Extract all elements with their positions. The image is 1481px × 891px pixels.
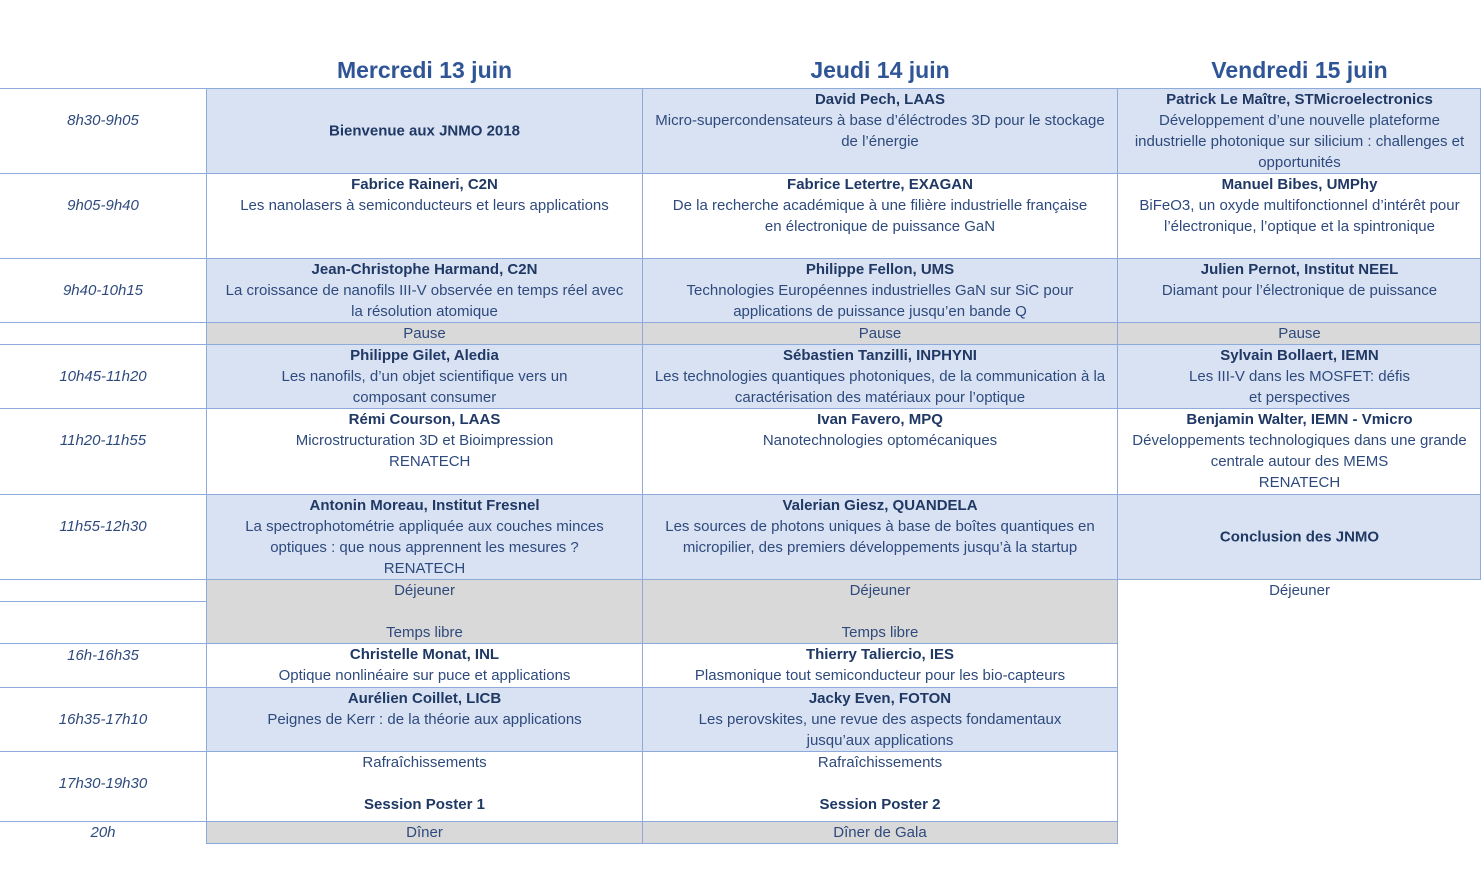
lunch-wed	[207, 580, 642, 643]
session-wed-8	[207, 688, 642, 751]
poster-session-label: Session Poster 1	[364, 796, 485, 813]
renatech-label: RENATECH	[383, 560, 466, 577]
grid-line	[0, 322, 1481, 323]
grid-line	[642, 88, 643, 844]
session-title: Conclusion des JNMO	[1219, 528, 1380, 546]
speaker-name: Philippe Fellon, UMS	[805, 261, 955, 278]
lunch-label: Déjeuner	[394, 582, 455, 599]
speaker-name: Benjamin Walter, IEMN - Vmicro	[1186, 411, 1413, 428]
session-thu-4	[643, 345, 1117, 408]
speaker-name: Julien Pernot, Institut NEEL	[1200, 261, 1399, 278]
pause-wed: Pause	[207, 323, 642, 344]
session-title: Bienvenue aux JNMO 2018	[329, 122, 520, 140]
speaker-name: Jacky Even, FOTON	[808, 690, 952, 707]
day-header-thursday: Jeudi 14 juin	[810, 57, 950, 83]
talk-title: La spectrophotométrie appliquée aux couches minces optiques : que nous apprennent les mesures ?	[245, 518, 604, 556]
speaker-name: Antonin Moreau, Institut Fresnel	[309, 497, 540, 514]
talk-title: Micro-supercondensateurs à base d’éléctrodes 3D pour le stockage de l’énergie	[655, 112, 1105, 150]
speaker-name: David Pech, LAAS	[814, 91, 946, 108]
lunch-thu	[643, 580, 1117, 643]
time-slot-10: 20h	[90, 824, 116, 841]
session-fri-5	[1118, 409, 1481, 494]
speaker-name: Manuel Bibes, UMPhy	[1221, 176, 1378, 193]
talk-title: Peignes de Kerr : de la théorie aux applications	[267, 711, 582, 728]
talk-title: Les perovskites, une revue des aspects fondamentaux jusqu’aux applications	[698, 711, 1062, 749]
talk-title: Optique nonlinéaire sur puce et applications	[278, 667, 571, 684]
session-thu-1	[643, 89, 1117, 173]
grid-line	[0, 751, 1118, 752]
session-wed-4	[207, 345, 642, 408]
talk-title: Les technologies quantiques photoniques, de la communication à la caractérisation des matériaux pour l’optique	[654, 368, 1106, 406]
session-thu-7	[643, 644, 1117, 687]
session-thu-3	[643, 259, 1117, 322]
grid-line	[0, 494, 1481, 495]
time-slot-8: 16h35-17h10	[58, 711, 148, 728]
talk-title: BiFeO3, un oxyde multifonctionnel d’intérêt pour l’électronique, l’optique et la spintronique	[1139, 197, 1460, 235]
time-slot-2: 9h05-9h40	[67, 197, 139, 214]
session-fri-1	[1118, 89, 1481, 173]
speaker-name: Thierry Taliercio, IES	[805, 646, 955, 663]
lunch-label: Déjeuner	[849, 582, 911, 599]
speaker-name: Sébastien Tanzilli, INPHYNI	[783, 347, 977, 364]
session-wed-6	[207, 495, 642, 579]
talk-title: Les nanofils, d’un objet scientifique vers un composant consumer	[281, 368, 568, 406]
grid-line	[0, 687, 1118, 688]
session-wed-9	[207, 752, 642, 821]
speaker-name: Rémi Courson, LAAS	[348, 411, 501, 428]
free-time-label: Temps libre	[386, 624, 463, 641]
grid-line	[206, 88, 207, 844]
session-fri-6	[1118, 495, 1481, 579]
speaker-name: Philippe Gilet, Aledia	[350, 347, 499, 364]
refreshments-label: Rafraîchissements	[817, 754, 943, 771]
day-header-friday: Vendredi 15 juin	[1211, 57, 1388, 83]
refreshments-label: Rafraîchissements	[362, 754, 487, 771]
session-fri-2	[1118, 174, 1481, 258]
session-thu-5	[643, 409, 1117, 494]
session-wed-1	[207, 89, 642, 173]
session-wed-7	[207, 644, 642, 687]
grid-line	[0, 821, 1118, 822]
session-thu-6	[643, 495, 1117, 579]
talk-title: La croissance de nanofils III-V observée en temps réel avec la résolution atomique	[225, 282, 624, 320]
time-slot-5: 11h20-11h55	[59, 432, 147, 449]
poster-session-label: Session Poster 2	[819, 796, 941, 813]
grid-line	[0, 601, 206, 602]
session-fri-3	[1118, 259, 1481, 322]
talk-title: Développement d’une nouvelle plateforme industrielle photonique sur silicium : challenges et opportunités	[1134, 112, 1465, 171]
speaker-name: Patrick Le Maître, STMicroelectronics	[1166, 91, 1433, 108]
lunch-fri	[1118, 580, 1481, 602]
talk-title: Les III-V dans les MOSFET: défis et perspectives	[1189, 368, 1410, 406]
lunch-label: Déjeuner	[1269, 582, 1330, 599]
talk-title: Technologies Européennes industrielles GaN sur SiC pour applications de puissance jusqu’en bande Q	[686, 282, 1074, 320]
free-time-label: Temps libre	[841, 624, 919, 641]
speaker-name: Fabrice Raineri, C2N	[351, 176, 498, 193]
speaker-name: Ivan Favero, MPQ	[817, 411, 943, 428]
session-wed-5	[207, 409, 642, 494]
talk-title: Diamant pour l’électronique de puissance	[1161, 282, 1438, 299]
time-slot-4: 10h45-11h20	[59, 368, 147, 385]
day-header-wednesday: Mercredi 13 juin	[336, 57, 513, 83]
grid-line	[0, 408, 1481, 409]
session-wed-2	[207, 174, 642, 258]
grid-line	[0, 258, 1481, 259]
time-slot-6: 11h55-12h30	[59, 518, 147, 535]
session-wed-3	[207, 259, 642, 322]
talk-title: Développements technologiques dans une grande centrale autour des MEMS	[1132, 432, 1467, 470]
grid-line	[1117, 88, 1118, 844]
time-slot-7: 16h-16h35	[67, 647, 139, 664]
renatech-label: RENATECH	[389, 453, 471, 470]
talk-title: Plasmonique tout semiconducteur pour les bio-capteurs	[694, 667, 1066, 684]
session-thu-9	[643, 752, 1117, 821]
talk-title: De la recherche académique à une filière industrielle française en électronique de puissance GaN	[672, 197, 1088, 235]
talk-title: Microstructuration 3D et Bioimpression	[295, 432, 554, 449]
renatech-label: RENATECH	[1258, 474, 1341, 491]
session-fri-4	[1118, 345, 1481, 408]
grid-line	[0, 643, 1118, 644]
session-thu-8	[643, 688, 1117, 751]
session-thu-2	[643, 174, 1117, 258]
speaker-name: Sylvain Bollaert, IEMN	[1220, 347, 1379, 364]
talk-title: Nanotechnologies optomécaniques	[762, 432, 998, 449]
talk-title: Les nanolasers à semiconducteurs et leurs applications	[240, 197, 609, 214]
speaker-name: Aurélien Coillet, LICB	[347, 690, 502, 707]
grid-line	[206, 843, 1118, 844]
pause-fri: Pause	[1118, 323, 1481, 344]
speaker-name: Christelle Monat, INL	[349, 646, 500, 663]
dinner-thu: Dîner de Gala	[643, 822, 1117, 843]
time-slot-3: 9h40-10h15	[62, 282, 144, 299]
dinner-wed: Dîner	[207, 822, 642, 843]
grid-line	[0, 344, 1481, 345]
pause-thu: Pause	[643, 323, 1117, 344]
time-slot-1: 8h30-9h05	[67, 112, 139, 129]
speaker-name: Fabrice Letertre, EXAGAN	[787, 176, 973, 193]
grid-line	[0, 88, 1481, 89]
speaker-name: Jean-Christophe Harmand, C2N	[311, 261, 538, 278]
talk-title: Les sources de photons uniques à base de boîtes quantiques en micropilier, des premiers développements jusqu’à la startup	[665, 518, 1095, 556]
grid-line	[0, 579, 1481, 580]
time-slot-9: 17h30-19h30	[58, 775, 148, 792]
speaker-name: Valerian Giesz, QUANDELA	[782, 497, 978, 514]
grid-line	[0, 173, 1481, 174]
